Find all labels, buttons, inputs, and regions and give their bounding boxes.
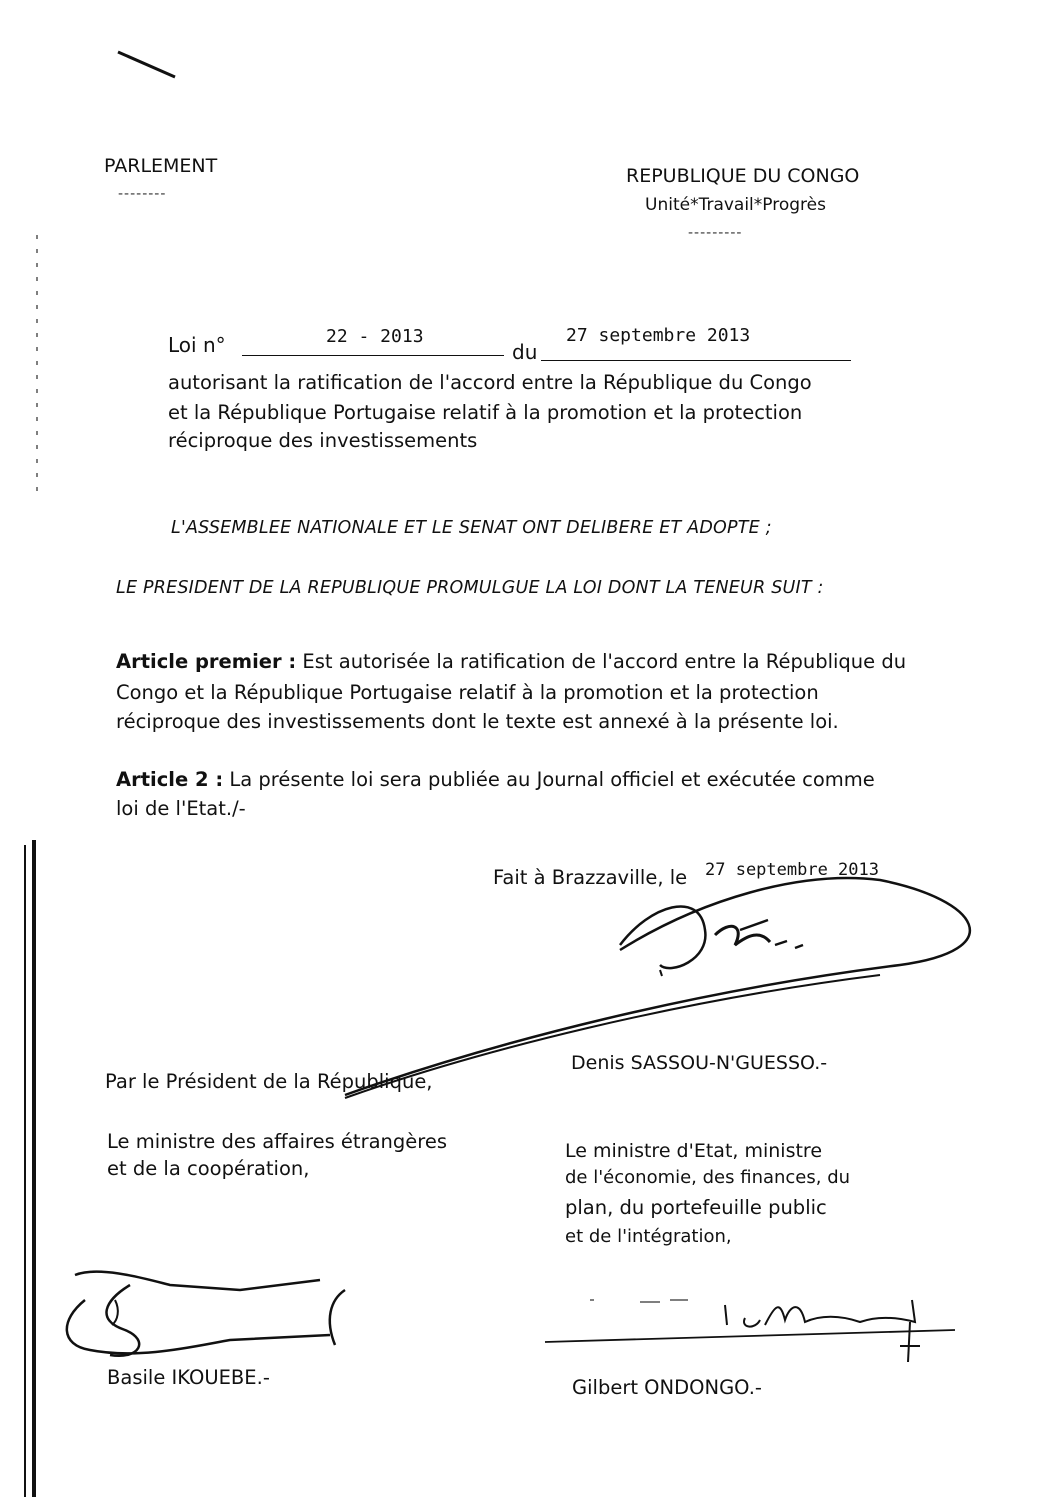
header-right-rule: --------- xyxy=(688,225,743,241)
president-name: Denis SASSOU-N'GUESSO.- xyxy=(571,1052,828,1074)
article-2-line-1: La présente loi sera publiée au Journal officiel et exécutée comme xyxy=(229,768,875,791)
law-number: 22 - 2013 xyxy=(326,326,424,347)
header-left-rule: -------- xyxy=(118,186,167,202)
law-date-prefix: du xyxy=(512,340,538,364)
place-date-value: 27 septembre 2013 xyxy=(705,860,879,880)
law-prefix: Loi n° xyxy=(168,333,226,357)
law-date: 27 septembre 2013 xyxy=(566,325,751,346)
article-1-line-2: Congo et la République Portugaise relatif à la promotion et la protection xyxy=(116,681,819,704)
article-1-line-1: Est autorisée la ratification de l'accord entre la République du xyxy=(302,650,907,673)
law-title-line-2: et la République Portugaise relatif à la promotion et la protection xyxy=(168,401,803,424)
article-1-line-3: réciproque des investissements dont le texte est annexé à la présente loi. xyxy=(116,710,839,733)
header-right-title: REPUBLIQUE DU CONGO xyxy=(626,165,860,187)
law-title-line-1: autorisant la ratification de l'accord entre la République du Congo xyxy=(168,371,812,394)
minister-1-name: Basile IKOUEBE.- xyxy=(107,1366,270,1389)
minister-2-title-line-4: et de l'intégration, xyxy=(565,1226,732,1247)
article-2-label: Article 2 : xyxy=(116,768,224,791)
place-date-prefix: Fait à Brazzaville, le xyxy=(493,866,688,889)
header-motto: Unité*Travail*Progrès xyxy=(645,195,826,215)
preamble-line-1: L'ASSEMBLEE NATIONALE ET LE SENAT ONT DELIBERE ET ADOPTE ; xyxy=(171,518,772,538)
preamble-line-2: LE PRESIDENT DE LA REPUBLIQUE PROMULGUE LA LOI DONT LA TENEUR SUIT : xyxy=(116,578,824,598)
minister-2-title-line-2: de l'économie, des finances, du xyxy=(565,1167,851,1188)
minister-1-title-line-1: Le ministre des affaires étrangères xyxy=(107,1130,448,1153)
header-left-title: PARLEMENT xyxy=(104,155,218,177)
law-title-line-3: réciproque des investissements xyxy=(168,429,478,452)
minister-2-title-line-3: plan, du portefeuille public xyxy=(565,1196,827,1219)
article-1-label: Article premier : xyxy=(116,650,297,673)
minister-2-name: Gilbert ONDONGO.- xyxy=(572,1376,762,1399)
minister-2-title-line-1: Le ministre d'Etat, ministre xyxy=(565,1140,823,1162)
article-2-line-2: loi de l'Etat./- xyxy=(116,797,246,820)
minister-1-title-line-2: et de la coopération, xyxy=(107,1157,310,1180)
by-president: Par le Président de la République, xyxy=(105,1070,433,1093)
